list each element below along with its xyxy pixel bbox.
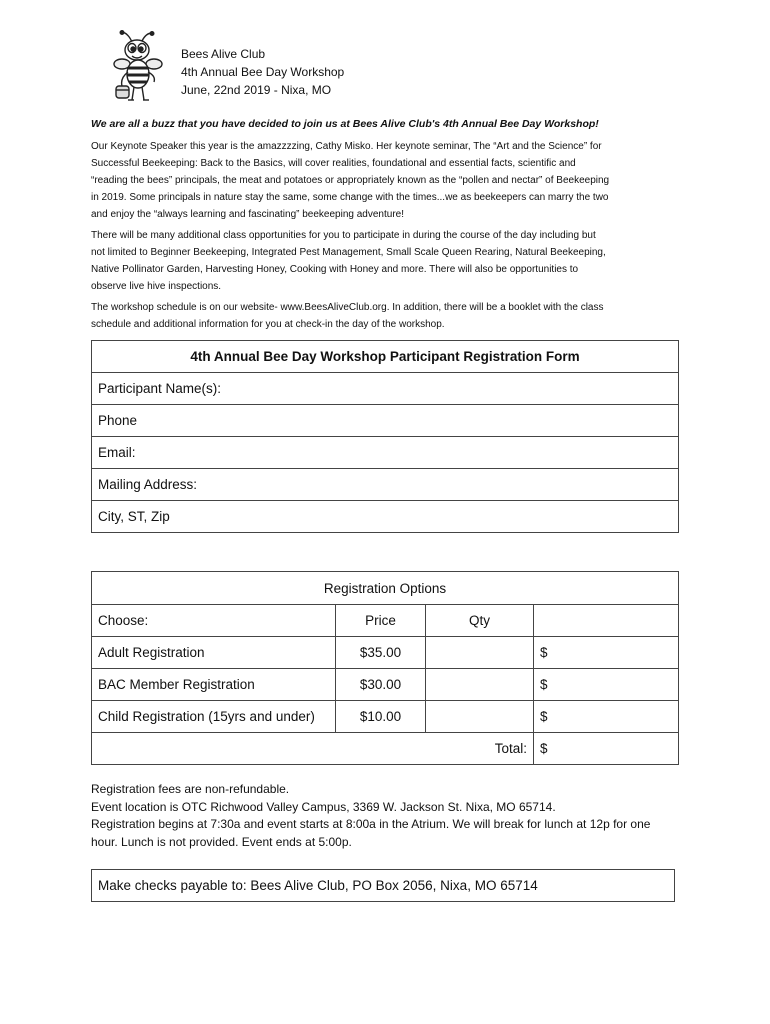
paragraph-line: and enjoy the “always learning and fascinating” beekeeping adventure! (91, 209, 404, 220)
note-line: Registration begins at 7:30a and event starts at 8:00a in the Atrium. We will break for lunch at 12p for one (91, 817, 651, 831)
email-field[interactable]: Email: (92, 437, 679, 469)
checks-payable-box: Make checks payable to: Bees Alive Club, PO Box 2056, Nixa, MO 65714 (91, 869, 675, 902)
option-amount-field[interactable]: $ (534, 701, 679, 733)
options-header-row (92, 605, 679, 637)
option-amount-field[interactable]: $ (534, 637, 679, 669)
mailing-address-field[interactable]: Mailing Address: (92, 469, 679, 501)
keynote-paragraph (91, 138, 683, 223)
phone-field[interactable]: Phone (92, 405, 679, 437)
note-line: Event location is OTC Richwood Valley Campus, 3369 W. Jackson St. Nixa, MO 65714. (91, 799, 556, 814)
option-name: Child Registration (15yrs and under) (92, 701, 336, 733)
bee-mascot-icon (110, 30, 168, 104)
option-price: $30.00 (336, 669, 426, 701)
note-line: hour. Lunch is not provided. Event ends at 5:00p. (91, 834, 352, 849)
form-title: 4th Annual Bee Day Workshop Participant Registration Form (92, 341, 679, 373)
option-name: Adult Registration (92, 637, 336, 669)
paragraph-line: Our Keynote Speaker this year is the amazzzzing, Cathy Misko. Her keynote seminar, The “Art and the Science” for (91, 141, 602, 152)
total-row (92, 733, 679, 765)
table-row (92, 701, 679, 733)
schedule-paragraph (91, 299, 683, 333)
total-amount-field[interactable]: $ (534, 733, 679, 765)
paragraph-line: Native Pollinator Garden, Harvesting Honey, Cooking with Honey and more. There will also be opportunities to (91, 264, 579, 275)
options-title: Registration Options (92, 572, 679, 605)
option-qty-field[interactable] (426, 637, 534, 669)
option-qty-field[interactable] (426, 701, 534, 733)
paragraph-line: in 2019. Some principals in nature stay the same, some change with the times...we as beekeepers can marry the two (91, 192, 609, 203)
total-label: Total: (92, 733, 534, 765)
event-header (181, 45, 344, 99)
city-st-zip-field[interactable]: City, ST, Zip (92, 501, 679, 533)
workshop-name: 4th Annual Bee Day Workshop (181, 65, 345, 79)
paragraph-line: Successful Beekeeping: Back to the Basics, will cover realities, foundational and essential facts, scientific and (91, 158, 576, 169)
intro-line: We are all a buzz that you have decided to join us at Bees Alive Club's 4th Annual Bee Day Workshop! (91, 118, 599, 130)
paragraph-line: schedule and additional information for you at check-in the day of the workshop. (91, 319, 445, 330)
option-amount-field[interactable]: $ (534, 669, 679, 701)
paragraph-line: “reading the bees” principals, the meat and potatoes or appropriately known as the “pollen and nectar” of Beekeeping (91, 175, 610, 186)
option-price: $10.00 (336, 701, 426, 733)
participant-names-field[interactable]: Participant Name(s): (92, 373, 679, 405)
table-row (92, 669, 679, 701)
paragraph-line: The workshop schedule is on our website- www.BeesAliveClub.org. In addition, there will be a booklet with the class (91, 302, 604, 313)
amount-header (534, 605, 679, 637)
table-row (92, 637, 679, 669)
paragraph-line: not limited to Beginner Beekeeping, Integrated Pest Management, Small Scale Queen Rearing, Natural Beekeeping, (91, 247, 606, 258)
option-price: $35.00 (336, 637, 426, 669)
option-name: BAC Member Registration (92, 669, 336, 701)
price-header: Price (336, 605, 426, 637)
club-name: Bees Alive Club (181, 47, 266, 61)
note-line: Registration fees are non-refundable. (91, 782, 290, 796)
participant-registration-form (91, 340, 679, 533)
paragraph-line: observe live hive inspections. (91, 281, 222, 292)
paragraph-line: There will be many additional class opportunities for you to participate in during the course of the day including but (91, 230, 596, 241)
event-notes (91, 781, 691, 851)
qty-header: Qty (426, 605, 534, 637)
registration-options-table (91, 571, 679, 765)
choose-header: Choose: (92, 605, 336, 637)
event-date-location: June, 22nd 2019 - Nixa, MO (181, 83, 332, 97)
option-qty-field[interactable] (426, 669, 534, 701)
classes-paragraph (91, 227, 683, 295)
